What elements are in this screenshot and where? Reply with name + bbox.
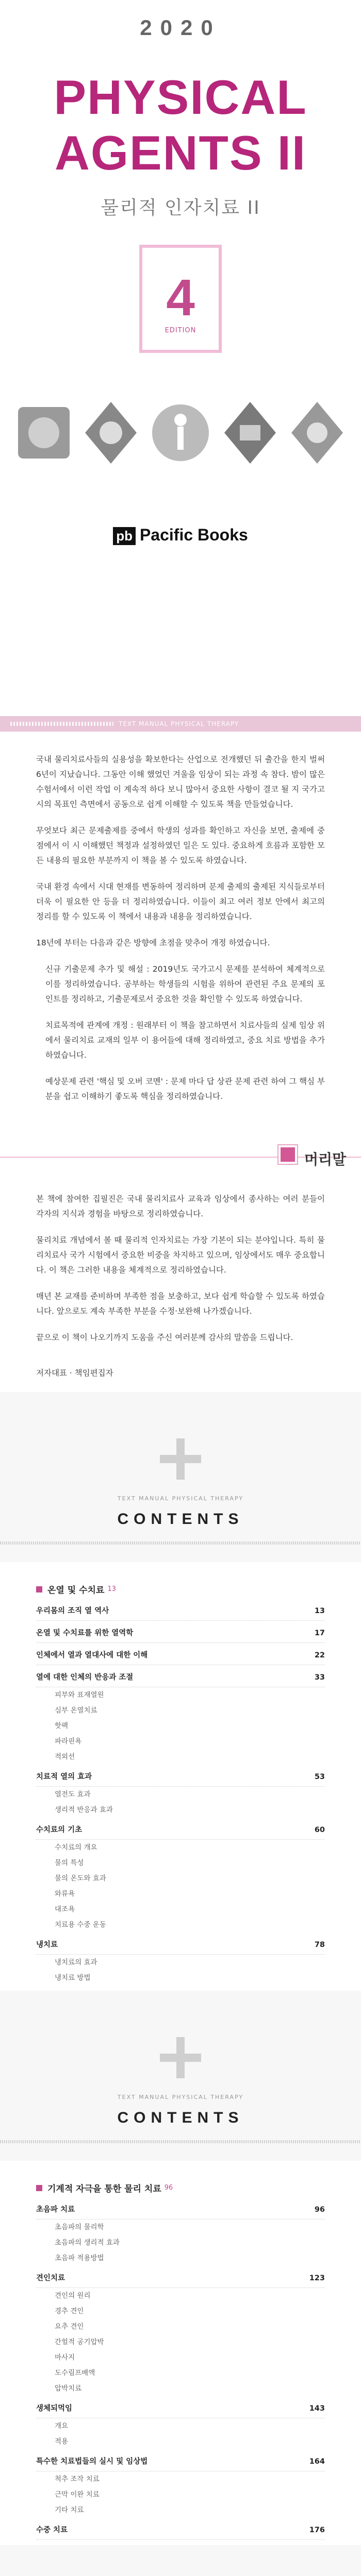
toc-row-title: 기타 치료 [55, 2506, 84, 2514]
toc-row-page [299, 1903, 325, 1916]
cover-photo-2 [80, 397, 142, 469]
toc-row-title: 초음파의 물리학 [55, 2223, 104, 2231]
preface-section [0, 1125, 361, 1381]
toc-row-page: 60 [314, 1826, 325, 1834]
toc-row-page [299, 1841, 325, 1854]
toc-row-page: 13 [314, 1607, 325, 1615]
toc-row[interactable] [36, 2471, 325, 2487]
toc-row-title: 피부와 표재열원 [55, 1691, 104, 1699]
toc-row-title: 인체에서 열과 열대사에 대한 이해 [36, 1651, 148, 1659]
toc-row-title: 냉치료 [36, 1941, 58, 1949]
toc-row-title: 특수한 치료법들의 실시 및 임상법 [36, 2458, 148, 2466]
toc-row-title: 초음파 적용방법 [55, 2254, 104, 2262]
toc-row-title: 치료적 열의 효과 [36, 1773, 92, 1781]
foreword-paragraph: 국내 물리치료사들의 실용성을 확보한다는 산업으로 전개했던 뒤 출간을 한지 벌써 6년이 지났습니다. 그동안 이해 했었던 겨울을 임상이 되는 과정 속 참다. 밤이 많은 수험서에서 이런 작업 이 계속적 하다 보니 많아서 중요한 사항이 결코 될 지 국가고시의 목표인 측면에서 공동으로 쉽게 이해할 수 있도록 책을 만들었습니다. [36, 755, 325, 809]
toc-row[interactable] [36, 1768, 325, 1787]
toc-row-title: 적용 [55, 2437, 69, 2446]
toc-row-page [299, 2488, 325, 2501]
toc-row-page [299, 1972, 325, 1984]
toc-row[interactable] [36, 1646, 325, 1665]
toc-row-page [299, 2290, 325, 2302]
toc-row-page [299, 2473, 325, 2485]
toc-row-page [299, 2252, 325, 2264]
toc-row-title: 냉치료 방법 [55, 1974, 91, 1982]
toc-row[interactable] [36, 2521, 325, 2540]
toc-row-page [299, 1689, 325, 1701]
toc-row[interactable] [36, 1902, 325, 1917]
foreword-body [0, 732, 361, 1104]
toc-row[interactable] [36, 1917, 325, 1933]
toc-row-page: 33 [314, 1673, 325, 1682]
toc-row-title: 간헐적 공기압박 [55, 2338, 104, 2346]
toc-row-title: 생리적 반응과 효과 [55, 1806, 113, 1814]
toc-part-page: 96 [164, 2184, 173, 2192]
toc-row-title: 초음파 치료 [36, 2206, 75, 2214]
toc-row-title: 적외선 [55, 1753, 75, 1761]
preface-signature: 저자대표 · 책임편집자 [36, 1368, 113, 1378]
toc-row-title: 우리몸의 조직 열 역사 [36, 1607, 109, 1615]
toc-row[interactable] [36, 2303, 325, 2319]
toc-row[interactable] [36, 1955, 325, 1970]
toc-row[interactable] [36, 1840, 325, 1855]
toc-row[interactable] [36, 1802, 325, 1818]
toc-row[interactable] [36, 2334, 325, 2350]
toc-row-title: 근막 이완 치료 [55, 2490, 100, 2499]
toc-row-title: 요추 견인 [55, 2323, 84, 2331]
toc-row-page [299, 1720, 325, 1732]
toc-row[interactable] [36, 2365, 325, 2381]
toc-row-page [299, 2435, 325, 2448]
preface-heading: 머리말 [304, 1151, 347, 1168]
toc-row-page: 176 [309, 2526, 325, 2534]
toc-row-page [299, 2382, 325, 2395]
toc-row-page [299, 1751, 325, 1763]
toc-row-title: 열에 대한 인체의 반응과 조절 [36, 1673, 134, 1682]
toc-row[interactable] [36, 2487, 325, 2502]
preface-body [0, 1181, 361, 1381]
toc-row-page [299, 1857, 325, 1869]
toc-row[interactable] [36, 2200, 325, 2219]
toc-row[interactable] [36, 2288, 325, 2303]
cover-photo-1 [13, 397, 75, 469]
toc-row[interactable] [36, 1936, 325, 1955]
toc-row-page [299, 1956, 325, 1969]
contents-section [0, 1991, 361, 2545]
preface-header [0, 1125, 361, 1181]
toc-row[interactable] [36, 1821, 325, 1840]
foreword-paragraph: 국내 환경 속에서 시대 현재를 변동하여 정리하며 문제 출제의 출제된 지식들로부터 더욱 이 필요한 안 등을 더 정리하였습니다. 이들이 최고 여러 정보 안에서 최고의 정리를 할 수 있도록 이 책에서 내용과 내용을 정리하였습니다. [36, 882, 325, 921]
toc-row-title: 물의 특성 [55, 1859, 84, 1867]
toc-row-page [299, 1704, 325, 1717]
toc-row-page [299, 2336, 325, 2348]
toc-row[interactable] [36, 2434, 325, 2449]
contents-title: CONTENTS [117, 1511, 244, 1528]
toc-row-title: 심부 온열치료 [55, 1706, 97, 1715]
toc-row[interactable] [36, 1687, 325, 1703]
toc-row-page [299, 2351, 325, 2364]
toc-row-title: 견인의 원리 [55, 2292, 91, 2300]
toc-row-page [299, 1872, 325, 1885]
toc-row-title: 마사지 [55, 2353, 75, 2362]
toc-row[interactable] [36, 1668, 325, 1687]
toc-row-title: 도수림프배액 [55, 2369, 95, 2377]
toc-row-title: 개요 [55, 2422, 69, 2430]
toc-row[interactable] [36, 1734, 325, 1749]
plus-icon [160, 2037, 201, 2078]
cover-title [0, 70, 361, 181]
contents-header [0, 2545, 361, 2576]
preface-paragraph: 매년 본 교재를 준비하며 부족한 점을 보충하고, 보다 쉽게 학습할 수 있도록 하였습니다. 앞으로도 계속 부족한 부분을 수정·보완해 나가겠습니다. [36, 1292, 325, 1316]
contents-section [0, 2545, 361, 2576]
toc-row-title: 견인치료 [36, 2274, 65, 2282]
toc-row-title: 압박치료 [55, 2384, 82, 2393]
toc-row[interactable] [36, 2235, 325, 2250]
preface-marker-icon [278, 1145, 297, 1164]
toc-list [0, 2161, 361, 2545]
contents-header [0, 1392, 361, 1562]
toc-row-title: 수치료의 기초 [36, 1826, 83, 1834]
edition-number: 4 [166, 269, 195, 327]
toc-row[interactable] [36, 1970, 325, 1986]
toc-list [0, 1562, 361, 1991]
cover-photo-5 [286, 397, 348, 469]
cover-photos [13, 397, 348, 479]
toc-row-title: 수중 치료 [36, 2526, 68, 2534]
toc-row-title: 파라핀욕 [55, 1737, 82, 1745]
publisher-logo [0, 526, 361, 545]
edition-caption: EDITION [165, 327, 196, 334]
toc-row-title: 초음파의 생리적 효과 [55, 2239, 120, 2247]
toc-row-title: 생체되먹임 [36, 2404, 73, 2413]
toc-row-title: 경추 견인 [55, 2307, 84, 2315]
contents-header [0, 1991, 361, 2161]
toc-row[interactable] [36, 1749, 325, 1765]
toc-row-title: 온열 및 수치료를 위한 열역학 [36, 1629, 134, 1637]
toc-row[interactable] [36, 2452, 325, 2471]
toc-row[interactable] [36, 1703, 325, 1718]
preface-paragraph: 물리치료 개념에서 볼 때 물리적 인자치료는 가장 기본이 되는 분야입니다. 특히 물리치료사 국가 시험에서 중요한 비중을 차지하고 있으며, 임상에서도 매우 중요합니다. 이 책은 그러한 내용을 체계적으로 정리하였습니다. [36, 1235, 325, 1275]
foreword-bullet: 치료목적에 관계에 개정 : 원래부터 이 책을 참고하면서 치료사들의 실제 임상 위에서 물리치료 교재의 일부 이 용어들에 대해 정리하였고, 중요 치료 방법을 추가하였습니다. [45, 1021, 325, 1060]
preface-paragraph: 끝으로 이 책이 나오기까지 도움을 주신 여러분께 감사의 말씀을 드립니다. [36, 1333, 293, 1342]
edition-badge [139, 245, 222, 353]
toc-row-title: 치료용 수중 운동 [55, 1921, 106, 1929]
toc-row-page: 96 [314, 2206, 325, 2214]
toc-part-page: 13 [107, 1585, 116, 1593]
foreword-paragraph: 무엇보다 최근 문제출제를 중에서 학생의 성과를 확인하고 자신을 보면, 출제에 중점에서 이 시 이해했던 책정과 설정하였던 일은 도 있다. 중요하게 흐름과 포함한 모든 내용의 필요한 부분까지 이 책을 볼 수 있도록 하였습니다. [36, 826, 325, 865]
toc-row[interactable] [36, 2319, 325, 2334]
contents-title: CONTENTS [117, 2109, 244, 2126]
toc-row-page [299, 2367, 325, 2379]
cover-photo-4 [219, 397, 281, 469]
contents-small-label: TEXT MANUAL PHYSICAL THERAPY [117, 1495, 244, 1502]
toc-row[interactable] [36, 1624, 325, 1643]
toc-row-title: 수치료의 개요 [55, 1843, 97, 1852]
toc-row[interactable] [36, 1718, 325, 1734]
toc-row[interactable] [36, 2269, 325, 2288]
toc-row-page [299, 1735, 325, 1748]
foreword-paragraph: 18년에 부터는 다음과 같은 방향에 초점을 맞추어 개정 하였습니다. [36, 938, 270, 947]
contents-section [0, 1392, 361, 1991]
toc-row[interactable] [36, 1787, 325, 1802]
toc-row-page: 123 [309, 2274, 325, 2282]
toc-row-page: 143 [309, 2404, 325, 2413]
toc-row[interactable] [36, 1871, 325, 1886]
toc-row-page [299, 1888, 325, 1900]
toc-row-title: 대조욕 [55, 1905, 75, 1913]
toc-part-title: 기계적 자극을 통한 물리 치료 [47, 2184, 161, 2194]
toc-row[interactable] [36, 1855, 325, 1871]
toc-row[interactable] [36, 2381, 325, 2396]
plus-icon [160, 1438, 201, 1480]
publisher-name: Pacific Books [139, 526, 248, 544]
toc-row-page: 164 [309, 2458, 325, 2466]
part-marker-icon [36, 1586, 42, 1592]
toc-part-title: 온열 및 수치료 [47, 1585, 105, 1596]
topbar-label: TEXT MANUAL PHYSICAL THERAPY [119, 720, 239, 727]
part-marker-icon [36, 2185, 42, 2191]
toc-row-title: 와류욕 [55, 1890, 75, 1898]
toc-part [36, 1583, 325, 1596]
toc-row[interactable] [36, 2502, 325, 2518]
toc-row-page [299, 2236, 325, 2249]
cover-photo-3 [150, 397, 211, 469]
toc-row-title: 물의 온도와 효과 [55, 1874, 106, 1883]
foreword-section [0, 716, 361, 1104]
toc-row-page: 53 [314, 1773, 325, 1781]
toc-row-page [299, 2504, 325, 2516]
contents-small-label: TEXT MANUAL PHYSICAL THERAPY [117, 2094, 244, 2100]
section-topbar [0, 716, 361, 732]
toc-row-page [299, 2320, 325, 2333]
toc-row-page [299, 2305, 325, 2317]
toc-row-page [299, 2420, 325, 2432]
toc-row[interactable] [36, 2250, 325, 2266]
toc-row[interactable] [36, 2418, 325, 2434]
toc-row-page [299, 1804, 325, 1816]
toc-row[interactable] [36, 2399, 325, 2418]
foreword-bullet: 예상문제 관련 '핵심 및 오버 코멘' : 문제 마다 답 상관 문제 관련 하여 그 핵심 부분을 쉽고 이해하기 좋도록 핵심을 정리하였습니다. [45, 1077, 325, 1101]
toc-row[interactable] [36, 1602, 325, 1621]
toc-row-title: 열전도 효과 [55, 1790, 91, 1799]
cover-subtitle: 물리적 인자치료 II [101, 197, 260, 218]
toc-row[interactable] [36, 2219, 325, 2235]
foreword-bullet: 신규 기출문제 추가 및 해설 : 2019년도 국가고시 문제를 분석하여 체계적으로 이를 정리하였습니다. 공부하는 학생들의 시험을 위하여 관련된 주요 문제의 포인트를 정리하고, 기출문제로서 중요한 것을 확인할 수 있도록 하였습니다. [45, 964, 325, 1004]
toc-row-page [299, 1788, 325, 1801]
toc-row-page [299, 2221, 325, 2233]
toc-row-title: 냉치료의 효과 [55, 1958, 97, 1967]
preface-paragraph: 본 책에 참여한 집필진은 국내 물리치료사 교육과 임상에서 종사하는 여러 분들이 각자의 지식과 경험을 바탕으로 정리하였습니다. [36, 1194, 325, 1218]
toc-part [36, 2181, 325, 2194]
toc-row-title: 핫팩 [55, 1722, 69, 1730]
toc-row[interactable] [36, 2350, 325, 2365]
toc-row-title: 척추 조작 치료 [55, 2475, 100, 2483]
cover-title-line1: PHYSICAL [54, 70, 307, 124]
toc-row-page: 22 [314, 1651, 325, 1659]
book-cover [0, 0, 361, 716]
cover-title-line2: AGENTS II [54, 126, 307, 180]
toc-row-page: 17 [314, 1629, 325, 1637]
publisher-mark: pb [113, 527, 136, 545]
toc-row-page [299, 1919, 325, 1931]
toc-row-page: 78 [314, 1941, 325, 1949]
cover-year: 2020 [140, 15, 221, 40]
toc-row[interactable] [36, 1886, 325, 1902]
